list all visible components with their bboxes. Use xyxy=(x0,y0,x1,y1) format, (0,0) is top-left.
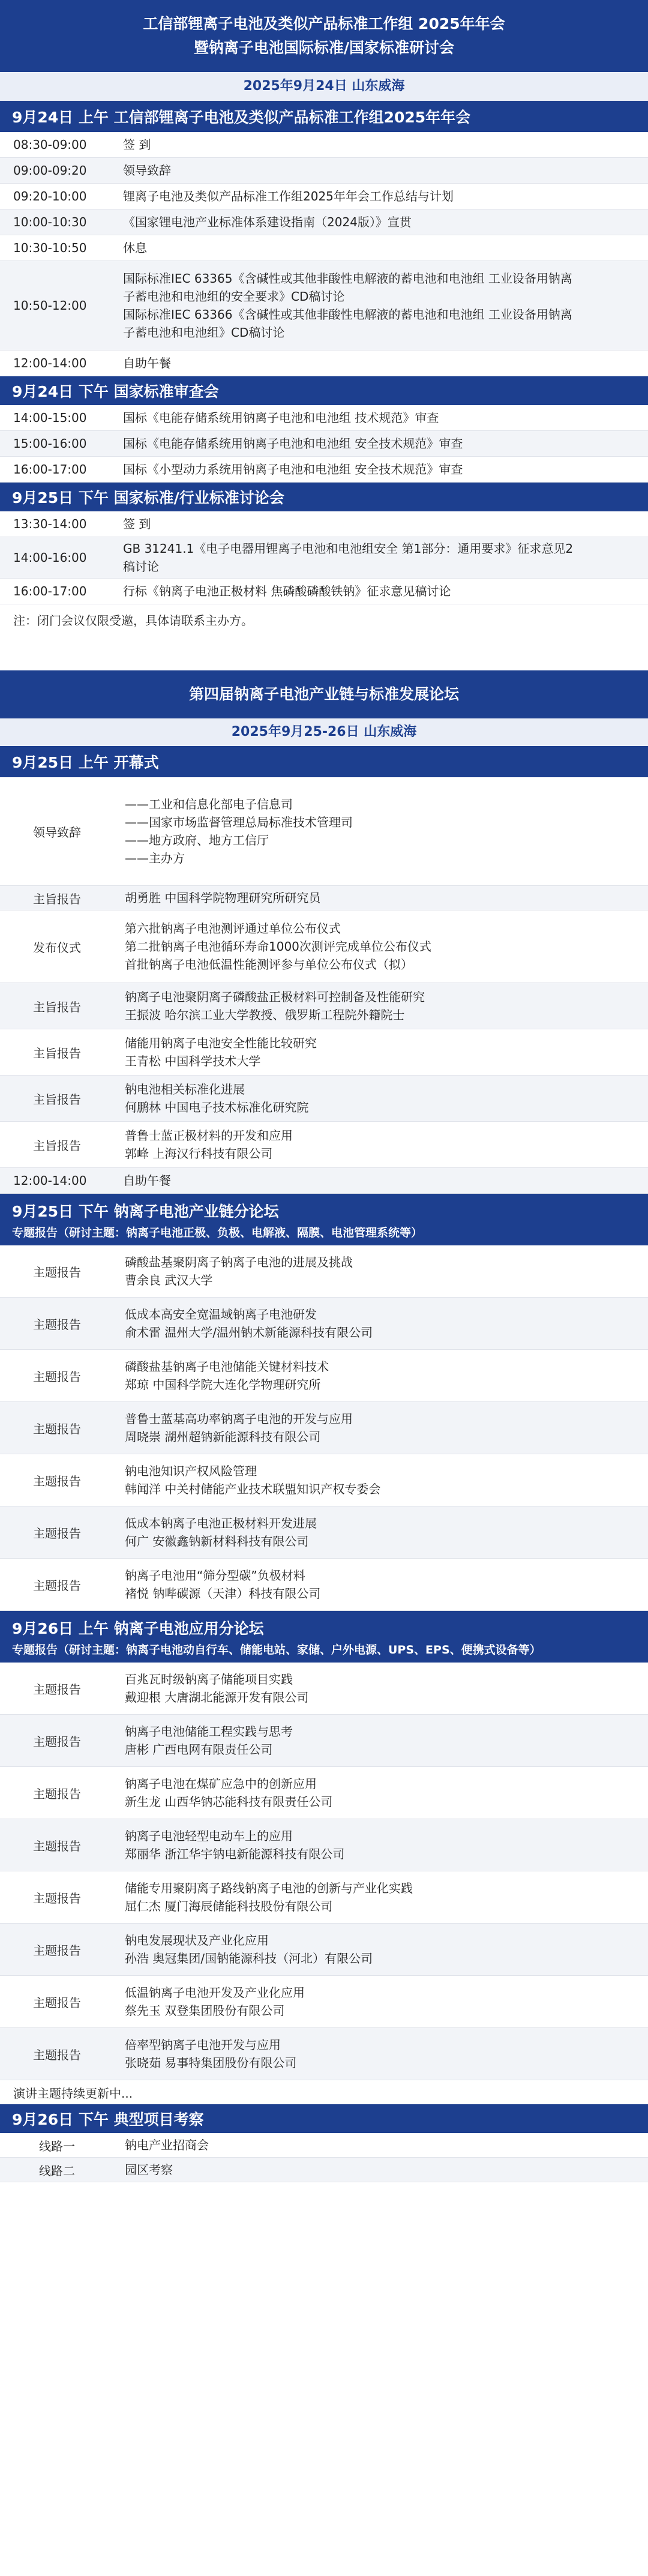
slot-line: 国际标准IEC 63366《含碱性或其他非酸性电解液的蓄电池和电池组 工业设备用钠离 xyxy=(123,307,572,322)
slot-label: 主旨报告 xyxy=(33,1046,81,1061)
section-title: 9月24日 上午 工信部锂离子电池及类似产品标准工作组2025年年会 xyxy=(0,101,648,132)
slot-line: 孙浩 奥冠集团/国钠能源科技（河北）有限公司 xyxy=(125,1951,373,1966)
slot-line: 王青松 中国科学技术大学 xyxy=(125,1054,261,1068)
slot-label: 主旨报告 xyxy=(33,1092,81,1107)
slot-line: ——主办方 xyxy=(125,851,185,865)
agenda-list xyxy=(0,777,648,1168)
slot-label: 发布仪式 xyxy=(33,940,81,955)
agenda-row xyxy=(0,1819,648,1871)
slot-label: 线路二 xyxy=(39,2163,75,2178)
agenda-row xyxy=(0,1402,648,1454)
slot-line: 锂离子电池及类似产品标准工作组2025年年会工作总结与计划 xyxy=(123,189,454,203)
slot-line: 百兆瓦时级钠离子储能项目实践 xyxy=(125,1672,293,1687)
slot-content xyxy=(114,1298,648,1349)
slot-line: 周晓崇 湖州超钠新能源科技有限公司 xyxy=(125,1430,321,1444)
agenda-row xyxy=(0,1076,648,1122)
slot-time: 14:00-16:00 xyxy=(13,550,87,565)
slot-time: 16:00-17:00 xyxy=(13,584,87,598)
slot-line: 钠电池相关标准化进展 xyxy=(125,1082,245,1097)
slot-content xyxy=(114,1029,648,1075)
slot-line: 戴迎根 大唐湖北能源开发有限公司 xyxy=(125,1690,309,1705)
update-note: 演讲主题持续更新中... xyxy=(13,2086,133,2101)
slot-line: 何广 安徽鑫钠新材料科技有限公司 xyxy=(125,1534,309,1548)
slot-line: 胡勇胜 中国科学院物理研究所研究员 xyxy=(125,891,321,905)
agenda-row xyxy=(0,1122,648,1168)
slot-label: 主旨报告 xyxy=(33,1138,81,1153)
section-subheading: 专题报告（研讨主题：钠离子电池正极、负极、电解液、隔膜、电池管理系统等） xyxy=(12,1226,423,1239)
agenda-row xyxy=(0,2133,648,2158)
schedule-row xyxy=(0,511,648,537)
slot-time: 12:00-14:00 xyxy=(13,1173,87,1188)
slot-time: 09:00-09:20 xyxy=(13,163,87,178)
slot-line: ——国家市场监督管理总局标准技术管理司 xyxy=(125,815,353,829)
slot-line: 子蓄电池和电池组》CD稿讨论 xyxy=(123,325,285,340)
slot-line: 普鲁士蓝基高功率钠离子电池的开发与应用 xyxy=(125,1412,353,1426)
slot-line: 储能专用聚阴离子路线钠离子电池的创新与产业化实践 xyxy=(125,1881,413,1895)
slot-line: 曹余良 武汉大学 xyxy=(125,1273,213,1287)
agenda-row xyxy=(0,1029,648,1076)
slot-content xyxy=(114,2028,648,2080)
slot-content xyxy=(112,158,648,183)
agenda-row xyxy=(0,1245,648,1298)
slot-line: 国标《电能存储系统用钠离子电池和电池组 安全技术规范》审查 xyxy=(123,436,463,451)
slot-line: 俞术雷 温州大学/温州钠术新能源科技有限公司 xyxy=(125,1325,373,1340)
forum-title: 第四届钠离子电池产业链与标准发展论坛 xyxy=(188,685,459,703)
slot-line: 钠电池知识产权风险管理 xyxy=(125,1464,257,1478)
slot-content xyxy=(114,1559,648,1610)
lunch-row xyxy=(0,1168,648,1194)
slot-line: 《国家锂电池产业标准体系建设指南（2024版）》宣贯 xyxy=(123,215,412,229)
slot-line: 行标《钠离子电池正极材料 焦磷酸磷酸铁钠》征求意见稿讨论 xyxy=(123,584,451,598)
agenda-row xyxy=(0,1715,648,1767)
slot-line: 低成本高安全宽温域钠离子电池研发 xyxy=(125,1307,317,1322)
schedule-row xyxy=(0,235,648,261)
slot-line: 自助午餐 xyxy=(123,1173,171,1188)
agenda-list xyxy=(0,1663,648,2080)
section-subheading: 专题报告（研讨主题：钠离子电池动自行车、储能电站、家储、户外电源、UPS、EPS、便携式设备等） xyxy=(12,1643,541,1657)
agenda-row xyxy=(0,1454,648,1506)
section-title xyxy=(0,1194,648,1245)
slot-content xyxy=(114,777,648,885)
slot-line: 唐彬 广西电网有限责任公司 xyxy=(125,1742,273,1757)
slot-line: 褚悦 钠哔碳源（天津）科技有限公司 xyxy=(125,1586,321,1601)
slot-line: 钠离子电池轻型电动车上的应用 xyxy=(125,1829,293,1843)
schedule-row xyxy=(0,431,648,457)
slot-time: 16:00-17:00 xyxy=(13,462,87,477)
agenda-row xyxy=(0,1663,648,1715)
agenda-row xyxy=(0,1871,648,1924)
agenda-row xyxy=(0,1506,648,1559)
agenda-row xyxy=(0,2028,648,2080)
slot-line: 钠电发展现状及产业化应用 xyxy=(125,1933,269,1948)
slot-label: 主题报告 xyxy=(33,1473,81,1488)
agenda-row xyxy=(0,1350,648,1402)
slot-line: 钠离子电池聚阴离子磷酸盐正极材料可控制备及性能研究 xyxy=(125,990,425,1004)
slot-time: 13:30-14:00 xyxy=(13,517,87,531)
slot-label: 主题报告 xyxy=(33,2047,81,2062)
slot-line: 休息 xyxy=(123,241,147,255)
slot-time: 10:50-12:00 xyxy=(13,298,87,313)
section-title: 9月25日 上午 开幕式 xyxy=(0,746,648,777)
schedule-row xyxy=(0,457,648,483)
slot-label: 线路一 xyxy=(39,2138,75,2153)
slot-line: 钠离子电池在煤矿应急中的创新应用 xyxy=(125,1777,317,1791)
slot-content xyxy=(112,235,648,260)
slot-line: 子蓄电池和电池组的安全要求》CD稿讨论 xyxy=(123,289,345,304)
schedule-row xyxy=(0,184,648,209)
slot-content xyxy=(114,1402,648,1454)
schedule-list xyxy=(0,511,648,604)
agenda-row xyxy=(0,886,648,910)
slot-label: 主题报告 xyxy=(33,1421,81,1436)
agenda-row xyxy=(0,910,648,983)
slot-time: 14:00-15:00 xyxy=(13,411,87,425)
agenda-row xyxy=(0,2158,648,2182)
slot-label: 主题报告 xyxy=(33,1838,81,1853)
agenda-list xyxy=(0,2133,648,2182)
slot-line: 郑丽华 浙江华宇钠电新能源科技有限公司 xyxy=(125,1847,345,1861)
slot-label: 主题报告 xyxy=(33,1265,81,1280)
slot-content xyxy=(112,405,648,430)
slot-label: 主题报告 xyxy=(33,1317,81,1332)
slot-line: 钠离子电池用“筛分型碳”负极材料 xyxy=(125,1568,305,1583)
slot-label: 主题报告 xyxy=(33,1943,81,1958)
slot-line: 磷酸盐基钠离子电池储能关键材料技术 xyxy=(125,1359,329,1374)
slot-line: 郑琼 中国科学院大连化学物理研究所 xyxy=(125,1377,321,1392)
section-heading: 9月26日 上午 钠离子电池应用分论坛 xyxy=(12,1619,264,1637)
slot-line: 第六批钠离子电池测评通过单位公布仪式 xyxy=(125,921,341,936)
agenda-row xyxy=(0,1924,648,1976)
slot-content xyxy=(114,910,648,983)
schedule-row xyxy=(0,261,648,351)
section-title xyxy=(0,1611,648,1663)
slot-line: 首批钠离子电池低温性能测评参与单位公布仪式（拟） xyxy=(125,957,413,972)
slot-content xyxy=(114,1976,648,2027)
slot-line: 低温钠离子电池开发及产业化应用 xyxy=(125,1985,305,2000)
slot-content xyxy=(114,1871,648,1923)
slot-content xyxy=(114,1350,648,1401)
slot-line: 张晓茹 易事特集团股份有限公司 xyxy=(125,2056,297,2070)
slot-label: 主题报告 xyxy=(33,1682,81,1697)
slot-content xyxy=(114,1122,648,1167)
slot-time: 15:00-16:00 xyxy=(13,436,87,451)
slot-line: 签 到 xyxy=(123,137,151,152)
slot-line: 国标《电能存储系统用钠离子电池和电池组 技术规范》审查 xyxy=(123,411,439,425)
slot-line: 稿讨论 xyxy=(123,559,159,574)
slot-label: 主题报告 xyxy=(33,1786,81,1801)
slot-line: 领导致辞 xyxy=(123,163,171,178)
slot-line: 国际标准IEC 63365《含碱性或其他非酸性电解液的蓄电池和电池组 工业设备用钠离 xyxy=(123,271,572,286)
slot-line: 自助午餐 xyxy=(123,356,171,370)
slot-line: 何鹏林 中国电子技术标准化研究院 xyxy=(125,1100,309,1115)
schedule-list xyxy=(0,132,648,376)
agenda-row xyxy=(0,777,648,886)
slot-content xyxy=(114,1715,648,1766)
forum-date-place: 2025年9月25-26日 山东威海 xyxy=(0,718,648,746)
schedule-list xyxy=(0,405,648,483)
slot-content xyxy=(114,2133,648,2157)
slot-content xyxy=(112,209,648,235)
slot-content xyxy=(114,2158,648,2182)
slot-line: 郭峰 上海汉行科技有限公司 xyxy=(125,1146,273,1161)
slot-time: 08:30-09:00 xyxy=(13,137,87,152)
slot-content xyxy=(114,983,648,1029)
slot-time: 09:20-10:00 xyxy=(13,189,87,203)
agenda-row xyxy=(0,1298,648,1350)
slot-line: 韩闻洋 中关村储能产业技术联盟知识产权专委会 xyxy=(125,1482,381,1496)
meeting-subtitle: 暨钠离子电池国际标准/国家标准研讨会 xyxy=(193,39,455,56)
agenda-row xyxy=(0,1559,648,1611)
slot-content xyxy=(114,1506,648,1558)
section-title: 9月26日 下午 典型项目考察 xyxy=(0,2104,648,2133)
slot-content xyxy=(112,1168,648,1193)
slot-content xyxy=(112,351,648,376)
slot-line: 园区考察 xyxy=(125,2162,173,2177)
slot-label: 主题报告 xyxy=(33,1578,81,1593)
slot-line: 储能用钠离子电池安全性能比较研究 xyxy=(125,1036,317,1050)
schedule-row xyxy=(0,579,648,604)
slot-content xyxy=(114,1924,648,1975)
slot-label: 主题报告 xyxy=(33,1526,81,1541)
slot-line: 王振波 哈尔滨工业大学教授、俄罗斯工程院外籍院士 xyxy=(125,1008,405,1022)
slot-line: 第二批钠离子电池循环寿命1000次测评完成单位公布仪式 xyxy=(125,939,431,954)
slot-line: ——地方政府、地方工信厅 xyxy=(125,833,269,847)
slot-label: 主题报告 xyxy=(33,1369,81,1384)
section-title: 9月24日 下午 国家标准审查会 xyxy=(0,376,648,405)
schedule-row xyxy=(0,158,648,184)
agenda-row xyxy=(0,1976,648,2028)
slot-content xyxy=(114,1819,648,1871)
slot-line: 普鲁士蓝正极材料的开发和应用 xyxy=(125,1128,293,1143)
slot-line: 新生龙 山西华钠芯能科技有限责任公司 xyxy=(125,1795,333,1809)
slot-line: 屈仁杰 厦门海辰储能科技股份有限公司 xyxy=(125,1899,333,1913)
slot-time: 10:00-10:30 xyxy=(13,215,87,229)
meeting-date-place: 2025年9月24日 山东威海 xyxy=(0,72,648,101)
slot-line: GB 31241.1《电子电器用锂离子电池和电池组安全 第1部分：通用要求》征求意见2 xyxy=(123,541,574,556)
slot-line: 低成本钠离子电池正极材料开发进展 xyxy=(125,1516,317,1530)
slot-label: 主旨报告 xyxy=(33,891,81,906)
agenda-row xyxy=(0,1767,648,1819)
slot-line: 磷酸盐基聚阴离子钠离子电池的进展及挑战 xyxy=(125,1255,353,1269)
slot-content xyxy=(112,132,648,157)
slot-time: 10:30-10:50 xyxy=(13,241,87,255)
slot-label: 主旨报告 xyxy=(33,999,81,1014)
slot-line: 签 到 xyxy=(123,517,151,531)
slot-line: 钠离子电池储能工程实践与思考 xyxy=(125,1724,293,1739)
forum-banner xyxy=(0,670,648,718)
slot-line: 倍率型钠离子电池开发与应用 xyxy=(125,2038,281,2052)
meeting-title: 工信部锂离子电池及类似产品标准工作组 2025年年会 xyxy=(143,15,505,32)
slot-content xyxy=(114,886,648,910)
section-title: 9月25日 下午 国家标准/行业标准讨论会 xyxy=(0,483,648,511)
slot-content xyxy=(112,184,648,209)
slot-label: 主题报告 xyxy=(33,1891,81,1906)
agenda-row xyxy=(0,983,648,1029)
slot-content xyxy=(112,537,648,578)
agenda-list xyxy=(0,1245,648,1611)
schedule-row xyxy=(0,351,648,376)
slot-content xyxy=(114,1245,648,1297)
schedule-row xyxy=(0,537,648,579)
slot-line: 国标《小型动力系统用钠离子电池和电池组 安全技术规范》审查 xyxy=(123,462,463,477)
schedule-row xyxy=(0,132,648,158)
slot-content xyxy=(114,1076,648,1121)
slot-label: 主题报告 xyxy=(33,1995,81,2010)
slot-content xyxy=(112,579,648,604)
slot-content xyxy=(114,1663,648,1714)
meeting-banner xyxy=(0,0,648,72)
slot-line: 钠电产业招商会 xyxy=(125,2138,209,2152)
slot-content xyxy=(114,1454,648,1506)
slot-content xyxy=(112,511,648,537)
slot-line: ——工业和信息化部电子信息司 xyxy=(125,797,293,811)
slot-content xyxy=(112,457,648,482)
slot-content xyxy=(112,431,648,456)
slot-label: 主题报告 xyxy=(33,1734,81,1749)
slot-content xyxy=(114,1767,648,1819)
schedule-row xyxy=(0,209,648,235)
slot-content xyxy=(112,261,648,350)
slot-time: 12:00-14:00 xyxy=(13,356,87,370)
section-heading: 9月25日 下午 钠离子电池产业链分论坛 xyxy=(12,1202,279,1220)
closed-meeting-note: 注：闭门会议仅限受邀，具体请联系主办方。 xyxy=(13,613,253,628)
schedule-row xyxy=(0,405,648,431)
slot-line: 蔡先玉 双登集团股份有限公司 xyxy=(125,2003,285,2018)
slot-label: 领导致辞 xyxy=(33,825,81,840)
